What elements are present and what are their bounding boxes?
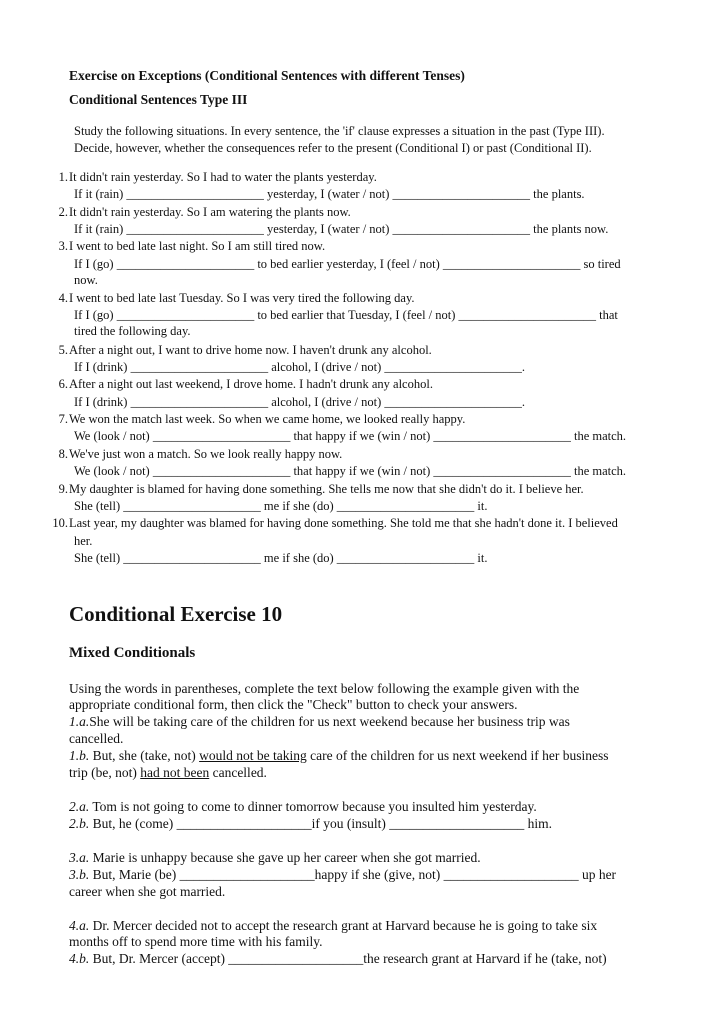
exercise-situation: After a night out last weekend, I drove home. I hadn't drunk any alcohol. [69,377,433,391]
question-label: 3.a. [69,850,90,865]
exercise-number: 8. [58,447,68,461]
example-b-text: trip (be, not) [69,765,141,780]
example-b-text: cancelled. [209,765,267,780]
exercise-situation: Last year, my daughter was blamed for having done something. She told me that she hadn't done it. I believed [69,516,618,530]
instruction-line: Decide, however, whether the consequences refer to the present (Conditional I) or past (Conditional II). [74,141,592,155]
instruction-line: Study the following situations. In every sentence, the 'if' clause expresses a situation in the past (Type III). [74,124,605,138]
exercise-number: 5. [58,343,68,357]
exercise-situation: After a night out, I want to drive home now. I haven't drunk any alcohol. [69,343,432,357]
example-a [69,714,570,730]
exercise-situation: We've just won a match. So we look really happy now. [69,447,343,461]
exercise-situation: My daughter is blamed for having done something. She tells me now that she didn't do it. I believe her. [69,482,584,496]
exercise-situation: It didn't rain yesterday. So I am watering the plants now. [69,205,351,219]
exercise-gap-sentence: She (tell) ______________________ me if she (do) ______________________ it. [74,499,488,513]
exercise-gap-sentence: If I (drink) ______________________ alcohol, I (drive / not) ______________________. [74,360,525,374]
exercise-gap-sentence: We (look / not) ______________________ that happy if we (win / not) ______________________ the match. [74,429,627,443]
exercise-number: 2. [58,205,68,219]
exercise-number: 3. [58,239,68,253]
question-3a [69,850,481,866]
question-text: Marie is unhappy because she gave up her career when she got married. [89,850,481,865]
exercise-gap-sentence-cont: now. [74,273,98,287]
exercise-situation: We won the match last week. So when we came home, we looked really happy. [69,412,466,426]
example-answer: would not be taking [199,748,307,763]
exercise-gap-sentence: If I (drink) ______________________ alcohol, I (drive / not) ______________________. [74,395,525,409]
exercise-number: 4. [58,291,68,305]
question-label: 2.a. [69,799,90,814]
intro-line: appropriate conditional form, then click the "Check" button to check your answers. [69,697,518,712]
example-b [69,748,609,764]
document-subtitle: Conditional Sentences Type III [69,92,248,107]
document-title: Exercise on Exceptions (Conditional Sentences with different Tenses) [69,68,465,83]
question-4a-cont: months off to spend more time with his family. [69,934,323,949]
example-answer: had not been [140,765,210,780]
exercise-number: 9. [58,482,68,496]
exercise-situation-cont: her. [74,534,93,548]
example-a-text: She will be taking care of the children for us next weekend because her business trip was [89,714,570,729]
section-subtitle: Mixed Conditionals [69,645,196,661]
exercise-gap-sentence: If I (go) ______________________ to bed earlier that Tuesday, I (feel / not) ______________________ that [74,308,618,322]
example-b-cont [69,765,267,781]
question-label: 4.a. [69,918,90,933]
question-label: 2.b. [69,816,90,831]
exercise-situation: It didn't rain yesterday. So I had to water the plants yesterday. [69,170,377,184]
exercise-number: 6. [58,377,68,391]
example-b-label: 1.b. [69,748,90,763]
example-b-text: But, she (take, not) [89,748,200,763]
question-3b [69,867,616,883]
question-text: But, Dr. Mercer (accept) ____________________the research grant at Harvard if he (take, not) [89,951,607,966]
question-4b [69,951,607,967]
exercise-gap-sentence: We (look / not) ______________________ that happy if we (win / not) ______________________ the match. [74,464,627,478]
question-2b [69,816,552,832]
exercise-situation: I went to bed late last Tuesday. So I was very tired the following day. [69,291,415,305]
question-text: But, he (come) ____________________if you (insult) ____________________ him. [89,816,552,831]
exercise-gap-sentence: She (tell) ______________________ me if she (do) ______________________ it. [74,551,488,565]
question-text: But, Marie (be) ____________________happy if she (give, not) ____________________ up her [89,867,617,882]
exercise-gap-sentence: If I (go) ______________________ to bed earlier yesterday, I (feel / not) ______________________ so tired [74,257,621,271]
question-label: 3.b. [69,867,90,882]
exercise-number: 10. [52,516,68,530]
example-a-cont: cancelled. [69,731,124,746]
question-3b-cont: career when she got married. [69,884,226,899]
question-4a [69,918,597,934]
exercise-gap-sentence-cont: tired the following day. [74,324,191,338]
exercise-gap-sentence: If it (rain) ______________________ yesterday, I (water / not) ______________________ the plants. [74,187,585,201]
exercise-gap-sentence: If it (rain) ______________________ yesterday, I (water / not) ______________________ the plants now. [74,222,609,236]
example-a-label: 1.a. [69,714,90,729]
exercise-number: 1. [58,170,68,184]
example-b-text: care of the children for us next weekend if her business [306,748,609,763]
intro-line: Using the words in parentheses, complete the text below following the example given with the [69,681,580,696]
question-label: 4.b. [69,951,90,966]
question-text: Tom is not going to come to dinner tomorrow because you insulted him yesterday. [89,799,537,814]
question-text: Dr. Mercer decided not to accept the research grant at Harvard because he is going to take six [89,918,598,933]
section-title: Conditional Exercise 10 [69,602,283,626]
exercise-situation: I went to bed late last night. So I am still tired now. [69,239,326,253]
question-2a [69,799,537,815]
exercise-number: 7. [58,412,68,426]
